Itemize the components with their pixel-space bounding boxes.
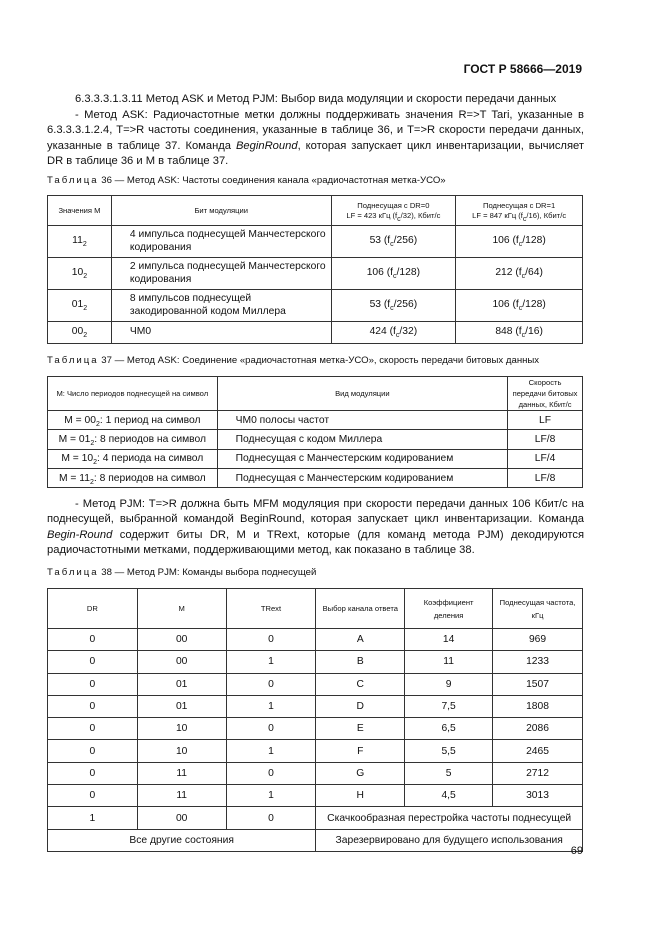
t37-m-b: : 4 периода на символ — [97, 453, 204, 465]
t38-freq: 2465 — [493, 740, 583, 762]
t38-m: 01 — [137, 695, 226, 717]
table-38 — [47, 588, 583, 852]
t36-m-sub: 2 — [83, 273, 88, 281]
t38-m: 01 — [137, 673, 226, 695]
t36-m — [48, 226, 112, 258]
t36-dr1-line1: Поднесущая с DR=1 — [483, 200, 556, 210]
t36-header-dr0 — [331, 196, 456, 226]
t38-other-states: Все другие состояния — [48, 829, 316, 851]
t36-dr1 — [456, 322, 583, 344]
table-row-other — [48, 829, 583, 851]
t38-m: 00 — [137, 629, 226, 651]
t36-m-sub: 2 — [82, 241, 87, 249]
t36-m — [48, 290, 112, 322]
t36-dr0 — [331, 322, 456, 344]
table37-caption-text: 37 — Метод ASK: Соединение «радиочастотная метка-УСО», скорость передачи битовых данных — [101, 355, 540, 366]
t36-dr0 — [331, 258, 456, 290]
table-row — [48, 651, 583, 673]
t36-dr0-line2b: /32), Кбит/с — [400, 210, 441, 220]
t36-dr1-sub: c — [521, 332, 526, 340]
t38-divider: 5 — [405, 762, 493, 784]
t36-dr1-sub: c — [522, 215, 527, 223]
t36-dr0-a: 424 (f — [369, 326, 396, 338]
t36-dr1-sub: c — [521, 273, 526, 281]
t38-divider: 4,5 — [405, 785, 493, 807]
t36-dr0-b: /128) — [396, 267, 421, 279]
t38-header-divider: Коэффициент деления — [405, 589, 493, 629]
t38-dr: 0 — [48, 785, 138, 807]
t36-dr1-a: 212 (f — [495, 267, 522, 279]
t36-dr1 — [456, 258, 583, 290]
t38-m: 00 — [137, 807, 226, 829]
t38-channel: B — [316, 651, 405, 673]
t37-header-rate: Скорость передачи битовых данных, Кбит/с — [508, 377, 583, 411]
t38-channel: E — [316, 718, 405, 740]
t36-dr0 — [331, 290, 456, 322]
t38-freq: 969 — [493, 629, 583, 651]
t36-dr1-a: 106 (f — [492, 299, 519, 311]
t38-divider: 7,5 — [405, 695, 493, 717]
t36-m-val: 01 — [71, 299, 84, 311]
t36-dr0-sub: c — [390, 305, 394, 313]
table38-caption-text: 38 — Метод PJM: Команды выбора поднесущей — [101, 567, 317, 578]
table38-caption-prefix: Таблица — [47, 567, 99, 578]
table-row — [48, 718, 583, 740]
t36-desc: 8 импульсов поднесущей закодированной кодом Миллера — [111, 290, 331, 322]
table36-caption — [47, 175, 446, 186]
t36-header-bit: Бит модуляции — [111, 196, 331, 226]
t38-header-m: M — [137, 589, 226, 629]
t37-mod: Поднесущая с кодом Миллера — [217, 430, 507, 449]
table-row — [48, 762, 583, 784]
t36-dr1-b: /16) — [525, 326, 543, 338]
t38-divider: 6,5 — [405, 718, 493, 740]
t36-dr1-a: 106 (f — [492, 235, 519, 247]
t36-dr1-sub: c — [518, 241, 523, 249]
table-row — [48, 629, 583, 651]
table-row — [48, 449, 583, 468]
page-number: 69 — [570, 845, 583, 857]
t36-m-sub: 2 — [83, 332, 88, 340]
t36-dr0-line1: Поднесущая с DR=0 — [357, 200, 430, 210]
t38-trext: 1 — [226, 785, 316, 807]
t38-m: 00 — [137, 651, 226, 673]
t38-header-dr: DR — [48, 589, 138, 629]
t38-channel: C — [316, 673, 405, 695]
t38-trext: 0 — [226, 762, 316, 784]
ask-text-1: - Метод ASK: Радиочастотные метки должны поддерживать значения R=>T Tari, указанные в 6.3.3.3.1.2.4, T=>R частоты соединения, указанные в таблице 36, и T=>R скорости передачи данных, указанные в таблице 37. Команда — [47, 109, 584, 152]
t38-divider: 5,5 — [405, 740, 493, 762]
t38-divider: 9 — [405, 673, 493, 695]
t36-desc: 4 импульса поднесущей Манчестерского кодирования — [111, 226, 331, 258]
ask-command: BeginRound — [235, 139, 298, 152]
t38-trext: 0 — [226, 629, 316, 651]
table-row-hopping — [48, 807, 583, 829]
t38-channel: D — [316, 695, 405, 717]
t38-dr: 0 — [48, 718, 138, 740]
table-row — [48, 226, 583, 258]
pjm-text-1: - Метод PJM: T=>R должна быть MFM модуляция при скорости передачи данных 106 Кбит/с на поднесущей, выбранной командой BeginRound, которая запускает цикл инвентаризации. Команда — [47, 498, 584, 526]
t36-dr1-a: 848 (f — [495, 326, 522, 338]
t36-m — [48, 322, 112, 344]
t38-freq: 1233 — [493, 651, 583, 673]
t37-m-a: M = 10 — [61, 453, 94, 465]
t37-m-sub: 2 — [95, 420, 100, 428]
table-row — [48, 785, 583, 807]
t38-dr: 0 — [48, 629, 138, 651]
t36-dr0-a: 106 (f — [366, 267, 394, 279]
table37-caption-prefix: Таблица — [47, 355, 99, 366]
t36-m-sub: 2 — [83, 305, 88, 313]
table-row — [48, 430, 583, 449]
table37-caption — [47, 355, 539, 366]
table-row — [48, 322, 583, 344]
ask-text-2: , которая запускает цикл инвентаризации, вычисляет DR в таблице 36 и M в таблице 37. — [47, 139, 584, 168]
t36-m — [48, 258, 112, 290]
t36-dr0-sub: c — [390, 241, 394, 249]
t37-m-b: : 8 периодов на символ — [94, 433, 207, 445]
t37-m-a: M = 01 — [58, 433, 91, 445]
t36-m-val: 10 — [71, 267, 84, 279]
t36-desc: 2 импульса поднесущей Манчестерского кодирования — [111, 258, 331, 290]
pjm-command: Begin-Round — [47, 528, 113, 541]
t38-dr: 0 — [48, 673, 138, 695]
t38-freq: 2712 — [493, 762, 583, 784]
t37-periods — [48, 411, 218, 430]
t38-channel: F — [316, 740, 405, 762]
t36-dr1-line2a: LF = 847 кГц (f — [472, 210, 523, 220]
pjm-paragraph — [47, 497, 584, 559]
t36-m-val: 00 — [71, 326, 84, 338]
section-title — [47, 92, 584, 107]
t38-header-trext: TRext — [226, 589, 316, 629]
t36-dr0-a: 53 (f — [369, 235, 391, 247]
t36-dr1-b: /128) — [522, 299, 546, 311]
t38-freq: 2086 — [493, 718, 583, 740]
t38-trext: 1 — [226, 740, 316, 762]
t36-dr0-b: /32) — [399, 326, 418, 338]
t36-dr0-sub: c — [395, 332, 400, 340]
t38-freq: 1808 — [493, 695, 583, 717]
t36-dr1-line2b: /16), Кбит/с — [526, 210, 567, 220]
t37-rate: LF/8 — [508, 430, 583, 449]
table-36 — [47, 195, 583, 344]
t38-header-channel: Выбор канала ответа — [316, 589, 405, 629]
table38-caption — [47, 567, 316, 578]
pjm-text-2: содержит биты DR, M и TRext, которые (для команд метода PJM) декодируются радиочастотными метками, поддерживающими метод, как показано в таблице 38. — [47, 528, 584, 557]
table-row — [48, 673, 583, 695]
t38-trext: 0 — [226, 673, 316, 695]
t38-trext: 0 — [226, 807, 316, 829]
t37-m-a: M = 00 — [64, 414, 96, 426]
t37-mod: Поднесущая с Манчестерским кодированием — [217, 468, 507, 487]
table-row — [48, 695, 583, 717]
t37-mod: ЧМ0 полосы частот — [217, 411, 507, 430]
t36-dr0-line2a: LF = 423 кГц (f — [346, 210, 398, 220]
t37-mod: Поднесущая с Манчестерским кодированием — [217, 449, 507, 468]
t38-channel: H — [316, 785, 405, 807]
t38-header-freq: Поднесущая частота, кГц — [493, 589, 583, 629]
t36-dr0-b: /256) — [393, 235, 418, 247]
t38-trext: 1 — [226, 651, 316, 673]
t38-freq: 1507 — [493, 673, 583, 695]
t37-m-sub: 2 — [90, 439, 95, 447]
table-row — [48, 740, 583, 762]
t37-header-modulation: Вид модуляции — [217, 377, 507, 411]
t36-dr0 — [331, 226, 456, 258]
t38-m: 10 — [137, 740, 226, 762]
t36-dr1-b: /64) — [525, 267, 543, 279]
t38-freq: 3013 — [493, 785, 583, 807]
table-row — [48, 411, 583, 430]
t36-desc: ЧМ0 — [111, 322, 331, 344]
t38-divider: 14 — [405, 629, 493, 651]
t36-dr0-sub: c — [397, 215, 401, 223]
t37-m-b: : 1 период на символ — [99, 414, 201, 426]
table-37 — [47, 376, 583, 488]
t38-trext: 1 — [226, 695, 316, 717]
t38-dr: 1 — [48, 807, 138, 829]
t36-dr1 — [456, 290, 583, 322]
t37-m-sub: 2 — [89, 478, 94, 486]
t38-dr: 0 — [48, 651, 138, 673]
table-row — [48, 468, 583, 487]
t38-trext: 0 — [226, 718, 316, 740]
t37-periods — [48, 430, 218, 449]
t38-channel: A — [316, 629, 405, 651]
t38-divider: 11 — [405, 651, 493, 673]
t36-header-m: Значения М — [48, 196, 112, 226]
section-title-text: 6.3.3.3.1.3.11 Метод ASK и Метод PJM: Выбор вида модуляции и скорости передачи данных — [75, 93, 557, 105]
t38-dr: 0 — [48, 695, 138, 717]
t37-rate: LF/4 — [508, 449, 583, 468]
t36-dr0-b: /256) — [393, 299, 418, 311]
t37-m-sub: 2 — [93, 459, 97, 467]
t37-periods — [48, 449, 218, 468]
t38-m: 11 — [137, 762, 226, 784]
t36-dr0-a: 53 (f — [369, 299, 391, 311]
t36-dr0-sub: c — [393, 273, 397, 281]
table36-caption-text: 36 — Метод ASK: Частоты соединения канала «радиочастотная метка-УСО» — [101, 175, 446, 186]
t36-dr1 — [456, 226, 583, 258]
table36-caption-prefix: Таблица — [47, 175, 99, 186]
t38-reserved: Зарезервировано для будущего использования — [316, 829, 583, 851]
t37-m-b: : 8 периодов на символ — [93, 472, 206, 484]
t37-rate: LF/8 — [508, 468, 583, 487]
t38-dr: 0 — [48, 740, 138, 762]
t38-dr: 0 — [48, 762, 138, 784]
t36-header-dr1 — [456, 196, 583, 226]
t36-dr1-b: /128) — [522, 235, 546, 247]
t37-periods — [48, 468, 218, 487]
ask-paragraph — [47, 108, 584, 170]
t37-rate: LF — [508, 411, 583, 430]
t38-m: 11 — [137, 785, 226, 807]
table-row — [48, 290, 583, 322]
t37-m-a: M = 11 — [58, 472, 90, 484]
t37-header-periods: М: Число периодов поднесущей на символ — [48, 377, 218, 411]
t36-m-val: 11 — [72, 235, 83, 247]
t38-m: 10 — [137, 718, 226, 740]
table-row — [48, 258, 583, 290]
t36-dr1-sub: c — [518, 305, 523, 313]
document-header: ГОСТ Р 58666—2019 — [463, 62, 582, 76]
t38-hopping: Скачкообразная перестройка частоты поднесущей — [316, 807, 583, 829]
t38-channel: G — [316, 762, 405, 784]
